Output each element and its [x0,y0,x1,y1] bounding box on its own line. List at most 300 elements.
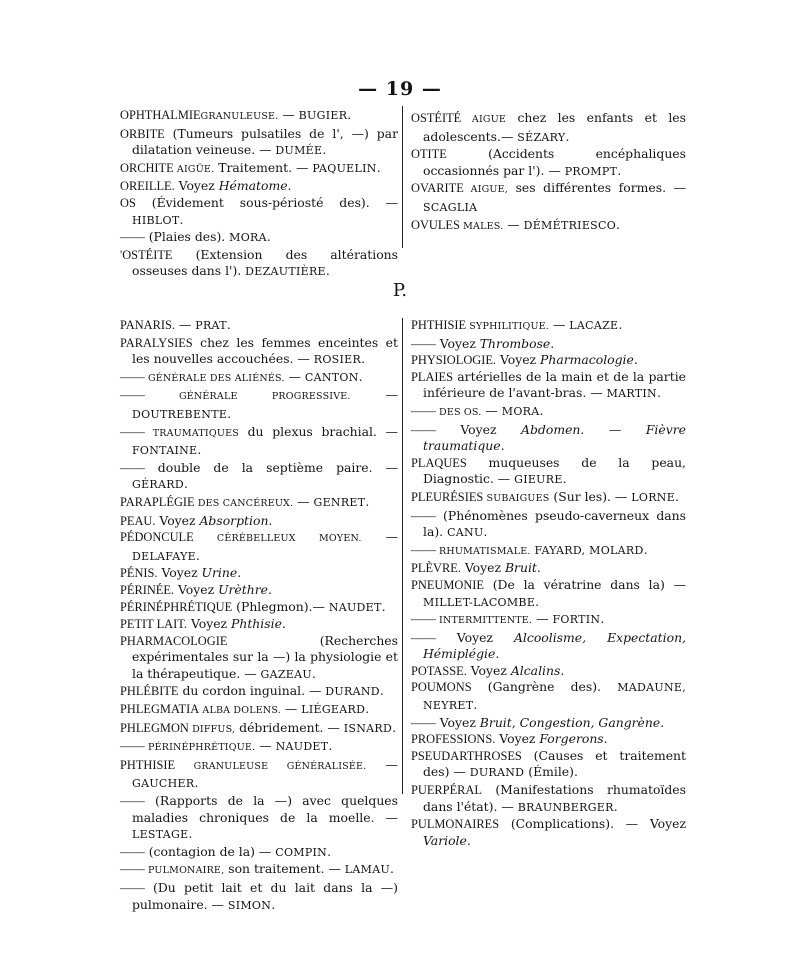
entry-author: SCAGLIA [423,200,478,214]
entry-author: FORTIN [552,613,601,627]
entry-headword: —— [411,508,436,523]
entry-headword: PHARMACOLOGIE [120,633,228,648]
entry-qualifier: GRANULEUSE GÉNÉRALISÉE. [175,760,367,772]
index-entry [120,633,398,684]
entry-headword: OREILLE. [120,179,175,194]
index-entry [411,782,686,816]
entry-author: PAQUELIN [312,161,377,175]
index-entry [120,701,398,720]
entry-reference: Forgerons [539,731,604,747]
entry-text: chez les femmes enceintes et les nouvelles accouchées. — [132,334,398,367]
entry-headword: PLAIES [411,369,453,384]
entry-author: GIEURE [514,473,563,487]
entry-qualifier: SYPHILITIQUE. [466,321,550,332]
index-entry [120,229,398,247]
entry-text: Voyez [435,335,480,351]
index-entry [120,880,398,914]
entry-headword: PHLEGMON [120,720,189,735]
entry-headword: PLAQUES [411,455,467,470]
entry-author: MADAUNE, NEYRET [423,681,686,713]
index-entry [411,611,686,630]
entry-author: MARTIN [606,387,657,401]
entry-ending: . [562,471,567,487]
entry-ending: . [483,524,488,540]
entry-reference: Phthisie [231,616,282,632]
entry-ending: . [643,541,648,557]
entry-author: ISNARD [343,721,393,735]
entry-text: Traitement. — [214,159,313,175]
entry-ending: . [495,646,500,662]
column-bottom-right [411,317,686,849]
entry-headword: PSEUDARTHROSES [411,748,522,763]
entry-ending: . [188,826,193,842]
entry-author: LAMAU [344,863,391,877]
entry-qualifier: DES CANCÉREUX. [194,497,294,509]
entry-author: LIÉGEARD [301,703,366,717]
entry-ending: . [179,211,184,227]
entry-text: — [503,216,524,232]
entry-headword: —— [120,230,145,245]
entry-headword: OTITE [411,147,447,162]
entry-text: Voyez [496,352,541,368]
entry-qualifier: PÉRINÉPHRÉTIQUE. [144,742,256,754]
entry-headword: —— [120,460,145,475]
section-letter: P. [392,280,408,301]
index-entry [411,146,686,180]
entry-text: (Complications). — Voyez [499,816,686,832]
index-entry [120,720,398,739]
index-entry [411,422,686,455]
entry-ending: . [267,581,272,597]
entry-headword: PHLEGMATIA [120,702,200,717]
entry-ending: . [281,616,286,632]
entry-text: (Évidement sous-périosté des). — [135,194,398,210]
entry-text: artérielles de la main et de la partie inférieure de l'avant-bras. — [423,368,686,401]
entry-author: DÉMÉTRIESCO [523,218,617,232]
entry-text: — [549,317,570,332]
entry-ending: . [660,714,665,730]
entry-headword: PEAU. [120,513,156,528]
entry-ending: . [500,438,505,454]
entry-headword: ORBITE [120,126,165,141]
entry-headword: PLÈVRE. [411,561,461,576]
entry-author: FONTAINE [132,444,198,458]
index-entry [411,630,686,663]
entry-text: (Sur les). — [549,488,632,504]
entry-ending: . [271,896,276,912]
entry-text: Voyez [435,421,522,437]
entry-headword: PÉRINÉPHRÉTIQUE [120,599,233,614]
index-entry [411,731,686,748]
entry-qualifier: CÉRÉBELLEUX MOYEN. [193,533,362,545]
entry-headword: PHYSIOLOGIE. [411,353,497,368]
entry-headword: PROFESSIONS. [411,732,496,747]
index-entry [120,565,398,582]
index-entry [120,195,398,229]
entry-ending: . [613,798,618,814]
entry-ending: . [347,107,352,122]
entry-headword: OPHTHALMIE [120,108,201,122]
entry-author: DURAND [325,685,380,699]
entry-ending: . [226,317,231,332]
index-entry [120,369,398,388]
entry-text: (Recherches expérimentales sur la —) la physiologie et la thérapeutique. — [132,632,398,681]
index-entry [120,178,398,195]
index-entry [120,757,398,793]
index-entry [411,180,686,216]
index-entry [120,494,398,513]
entry-author: DUMÉE [275,144,323,158]
entry-ending: . [565,128,570,144]
entry-qualifier: ALBA DOLENS. [199,705,281,717]
entry-author: CANU [447,526,484,540]
column-bottom-left [120,317,398,914]
entry-text: ses différentes formes. — [508,180,686,196]
entry-ending: . [618,317,623,332]
entry-qualifier: GRANULEUSE. [200,111,279,122]
entry-text: — [366,756,398,772]
entry-ending: . [328,738,333,754]
entry-qualifier: PULMONAIRE, [144,865,225,877]
entry-headword: PÉRINÉE. [120,582,175,597]
index-entry [120,317,398,335]
entry-text: — [293,493,314,509]
entry-text: — [361,529,398,545]
entry-headword: PHTHISIE [411,318,467,332]
index-entry [120,335,398,369]
entry-headword: PULMONAIRES [411,817,500,832]
entry-ending: . [237,565,242,581]
entry-reference: Alcoolisme, Expectation, Hémiplégie [423,629,686,662]
entry-reference: Alcalins [510,662,561,678]
entry-headword: POTASSE. [411,663,467,678]
entry-headword: —— [411,715,436,730]
entry-text: du plexus brachial. — [238,423,398,439]
entry-headword: —— [411,336,436,351]
entry-headword: POUMONS [411,680,472,695]
entry-text: (Manifestations rhumatoïdes dans l'état). — [423,782,686,814]
index-entry [120,844,398,862]
entry-text: (Gangrène des). [471,679,618,695]
entry-headword: OS [120,195,136,210]
entry-author: SIMON [227,898,272,912]
column-divider-bottom [402,318,403,794]
page-number: — 19 — [358,78,442,100]
entry-headword: PÉDONCULE [120,530,194,545]
entry-text: chez les enfants et les adolescents.— [423,110,686,144]
entry-text: Voyez [466,662,511,678]
entry-headword: —— [120,844,145,859]
entry-headword: —— [120,739,145,754]
entry-headword: —— [120,424,145,439]
entry-qualifier: GÉNÉRALE DES ALIÉNÉS. [144,372,285,384]
index-entry [411,542,686,561]
entry-author: FAYARD, MOLARD [534,543,644,557]
entry-headword: PHLÉBITE [120,684,179,699]
entry-ending: . [358,368,363,384]
entry-author: MORA [229,231,267,245]
entry-text: — [278,107,299,122]
entry-headword: PARALYSIES [120,335,193,350]
index-entry [411,816,686,849]
entry-ending: . [656,385,661,401]
entry-text: Voyez [157,565,202,581]
entry-author: BRAUNBERGER [517,800,614,814]
entry-ending: . [473,697,478,713]
entry-headword: —— [120,794,145,809]
column-top-left [120,107,398,281]
entry-text: (De la vératrine dans la) — [483,576,686,592]
index-entry [411,317,686,336]
index-entry [120,107,398,126]
entry-headword: OSTÉITÉ [411,111,462,125]
entry-author: DEZAUTIÈRE [245,265,326,279]
index-entry [411,508,686,542]
entry-ending: . [361,351,366,367]
entry-author: ROSIER [313,353,362,367]
entry-reference: Urèthre [218,581,268,597]
entry-text: son traitement. — [224,861,345,877]
entry-text: du cordon inguinal. — [178,683,326,699]
entry-qualifier: GÉNÉRALE PROGRESSIVE. [144,391,351,403]
index-entry [120,247,398,281]
index-entry [120,460,398,494]
entry-headword: —— [411,542,436,557]
entry-text: Voyez [435,714,480,730]
entry-ending: . [536,560,541,576]
entry-text: (Accidents encéphaliques occasionnés par l'). — [423,146,686,178]
entry-author: HIBLOT [132,213,180,227]
entry-ending: . [392,719,397,735]
entry-ending: . [195,547,200,563]
entry-qualifier: RHUMATISMALE. [435,545,531,557]
index-entry [120,616,398,633]
entry-headword: —— [120,881,145,895]
entry-ending: . [539,402,544,418]
entry-ending: . [379,683,384,699]
index-entry [411,336,686,353]
entry-ending: . [197,442,202,458]
entry-text: débridement. — [235,719,344,735]
entry-text: Voyez [174,581,219,597]
entry-ending: . [550,335,555,351]
entry-text: Voyez [155,512,200,528]
index-entry [120,861,398,880]
entry-ending: . [266,229,271,245]
entry-ending: . [466,832,471,848]
entry-qualifier: SUBAIGUES [483,492,550,504]
entry-text: (Phénomènes pseudo-caverneux dans la). [423,507,686,540]
entry-ending: . [381,598,386,614]
entry-text: Voyez [460,560,505,576]
entry-ending: . [325,263,330,279]
index-entry [120,126,398,160]
entry-ending: . [535,593,540,609]
entry-author: PRAT [195,319,227,332]
entry-qualifier: AIGUE [461,114,507,125]
entry-author: NAUDET [328,600,382,614]
entry-headword: PHTHISIE [120,757,176,772]
index-entry [411,679,686,714]
entry-text: Voyez [495,731,540,747]
entry-headword: —— [120,369,145,384]
index-entry [120,513,398,530]
entry-reference: Hématome [218,178,288,194]
entry-author: LACAZE [569,319,619,332]
entry-qualifier: AIGÜE. [173,163,215,175]
entry-text: — [481,402,502,418]
index-entry [411,110,686,146]
entry-headword: PETIT LAIT. [120,617,187,632]
entry-headword: —— [120,388,145,403]
entry-reference: Urine [201,565,238,581]
entry-text: (Tumeurs pulsatiles de l', —) par dilatation veineuse. — [132,125,398,158]
entry-headword: PUERPÉRAL [411,783,482,798]
entry-ending: . [365,701,370,717]
entry-headword: PANARIS. [120,318,175,332]
entry-author: PROMPT [564,164,618,178]
entry-text: Voyez [174,178,219,194]
index-entry [411,217,686,236]
index-entry [411,560,686,577]
entry-ending: . [600,611,605,627]
entry-ending: . [390,861,394,877]
entry-text: — [284,368,305,384]
column-divider-top [402,106,403,248]
entry-author: DURAND [469,766,525,780]
entry-ending: . [633,352,638,368]
entry-reference: Abdomen. — Fièvre traumatique [423,421,686,454]
entry-author: MILLET-LACOMBE [423,595,536,609]
entry-text: — [350,387,398,403]
entry-text: Voyez [187,616,232,632]
entry-ending: . [227,405,232,421]
entry-reference: Bruit, Congestion, Gangrène [479,714,661,730]
entry-ending: . [675,488,679,504]
entry-author: CANTON [304,370,359,384]
entry-author: LESTAGE [132,828,189,842]
entry-qualifier: DES OS. [435,406,482,418]
entry-ending: . [287,178,292,194]
index-entry [411,748,686,782]
entry-text: double de la septième paire. — [144,459,398,475]
index-entry [120,582,398,599]
entry-qualifier: INTERMITTENTE. [435,615,533,627]
index-entry [411,577,686,611]
entry-qualifier: AIGUE, [463,184,508,196]
entry-headword: OVULES [411,217,460,232]
entry-text: (Extension des altérations osseuses dans l'). [132,246,398,279]
entry-text: (Rapports de la —) avec quelques maladies chroniques de la moelle. — [132,793,398,825]
entry-text: (contagion de la) — [144,843,276,859]
entry-text: Voyez [435,629,514,645]
index-entry [120,599,398,617]
entry-headword: ORCHITE [120,160,174,175]
index-entry [120,387,398,423]
entry-text: — [174,317,196,332]
index-entry [411,455,686,489]
entry-author: SÉZARY [517,130,566,144]
entry-headword: —— [411,630,436,645]
entry-ending: . [560,662,565,678]
entry-headword: 'OSTÉITE [120,247,173,262]
entry-reference: Pharmacologie [540,352,634,368]
entry-author: GÉRARD [132,478,184,492]
entry-ending: . [365,493,370,509]
entry-text: — [255,738,276,754]
entry-author: LORNE [631,490,676,504]
entry-author: MORA [501,404,540,418]
entry-headword: —— [411,422,436,437]
entry-reference: Thrombose [479,335,551,351]
entry-reference: Absorption [199,512,269,528]
entry-ending: . [311,665,316,681]
entry-ending: (Émile). [524,764,578,780]
index-entry [120,424,398,460]
entry-qualifier: DIFFUS, [188,723,236,735]
entry-author: GAUCHER [132,777,195,791]
entry-author: COMPIN [275,845,328,859]
entry-headword: PNEUMONIE [411,577,484,592]
entry-author: DOUTREBENTE [132,407,228,421]
column-top-right [411,110,686,235]
index-entry [120,793,398,844]
entry-ending: . [616,216,620,232]
index-entry [411,369,686,403]
entry-qualifier: TRAUMATIQUES [144,427,239,439]
entry-headword: —— [411,403,436,418]
entry-text: — [280,701,302,717]
entry-text: — [532,611,553,627]
entry-ending: . [268,512,273,528]
entry-headword: PÉNIS. [120,566,158,581]
entry-headword: PLEURÉSIES [411,489,484,504]
entry-author: GENRET [313,495,366,509]
index-entry [120,683,398,701]
entry-qualifier: MALES. [459,220,504,232]
index-entry [411,489,686,508]
entry-ending: . [617,162,622,178]
entry-headword: OVARITE [411,181,464,196]
entry-author: NAUDET [275,740,329,754]
entry-text: (Du petit lait et du lait dans la —) pulmonaire. — [132,880,398,912]
index-entry [120,160,398,179]
entry-author: GAZEAU [260,667,312,681]
index-entry [411,403,686,422]
entry-headword: —— [411,612,436,627]
entry-text: (Plaies des). [144,229,230,245]
entry-ending: . [603,731,608,747]
index-entry [120,529,398,565]
entry-reference: Variole [423,832,467,848]
entry-ending: . [322,142,327,158]
entry-text: (Phlegmon).— [232,598,329,614]
entry-ending: . [327,843,332,859]
index-entry [411,352,686,369]
entry-author: BUGIER [298,109,348,122]
entry-text: (Causes et traitement des) — [423,747,686,780]
entry-ending: . [376,159,381,175]
entry-headword: PARAPLÉGIE [120,494,195,509]
entry-headword: —— [120,862,145,877]
index-entry [411,715,686,732]
index-entry [411,663,686,680]
index-entry [120,738,398,757]
entry-ending: . [183,476,188,492]
entry-text: muqueuses de la peau, Diagnostic. — [423,454,686,487]
entry-reference: Bruit [504,560,537,576]
entry-author: DELAFAYE [132,549,196,563]
